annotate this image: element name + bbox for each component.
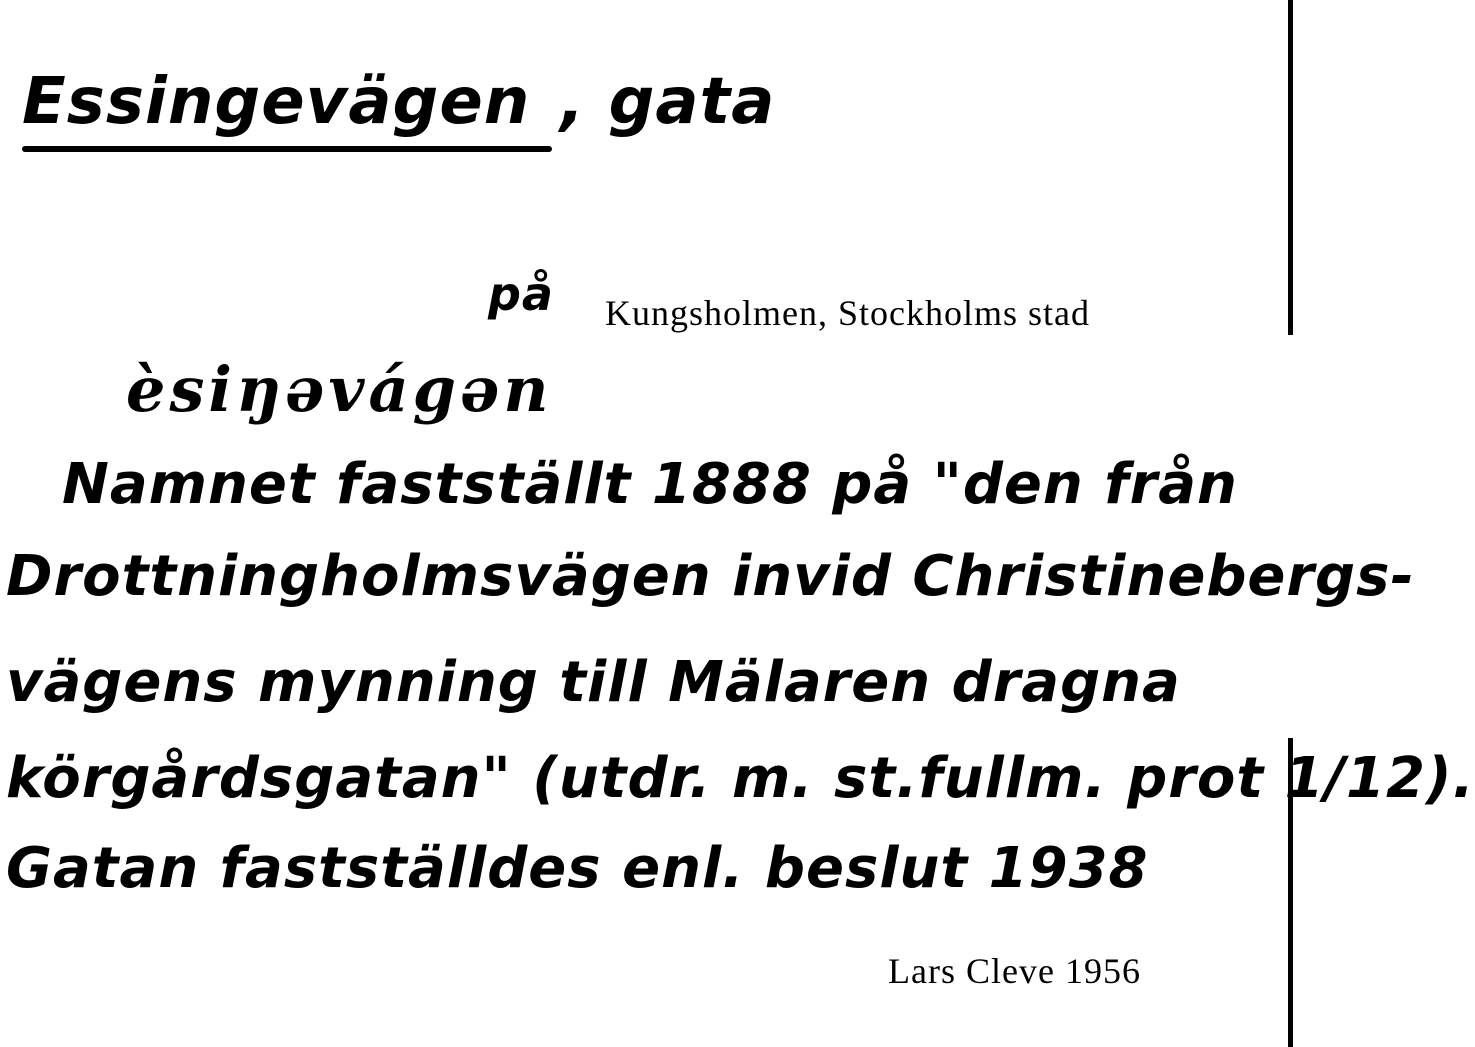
- body-line: Namnet fastställt 1888 på "den från: [62, 452, 1238, 517]
- preposition-handwritten: på: [488, 267, 554, 321]
- author-signature: Lars Cleve 1956: [888, 951, 1141, 991]
- body-line: körgårdsgatan" (utdr. m. st.fullm. prot 1/12).: [6, 746, 1475, 811]
- street-type-label: , gata: [560, 65, 776, 139]
- body-line: Drottningholmsvägen invid Christinebergs-: [6, 544, 1415, 609]
- location-printed: Kungsholmen, Stockholms stad: [605, 293, 1090, 333]
- card-edge-line: [1288, 0, 1293, 335]
- phonetic-transcription: èsiŋəvágən: [126, 353, 553, 426]
- body-line: Gatan fastställdes enl. beslut 1938: [6, 836, 1149, 901]
- body-line: vägens mynning till Mälaren dragna: [6, 650, 1181, 715]
- title-underline: [22, 146, 552, 152]
- street-name-title: Essingevägen: [22, 65, 531, 139]
